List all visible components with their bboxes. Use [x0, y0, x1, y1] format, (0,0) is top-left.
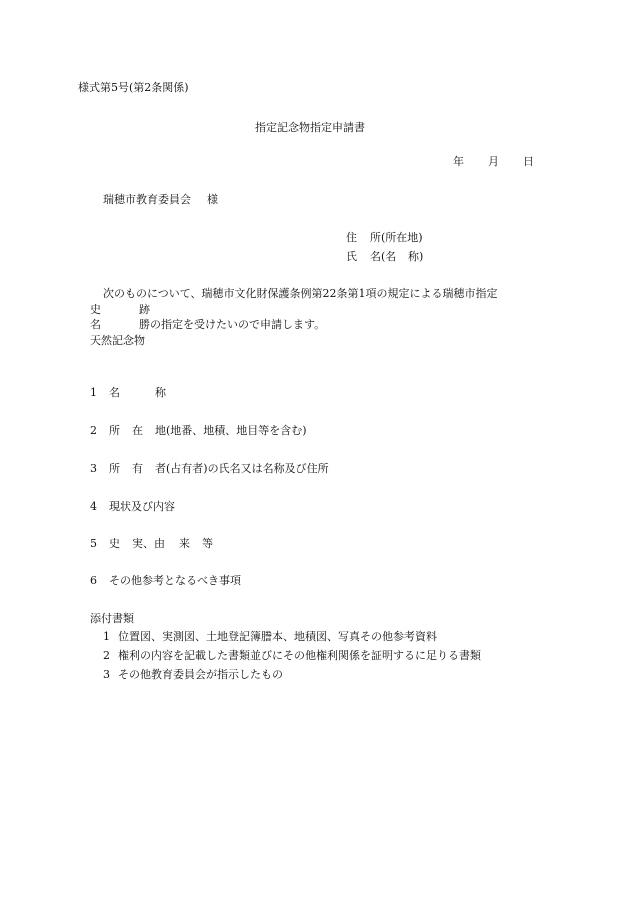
- attachments-heading: 添付書類: [90, 612, 134, 625]
- item-3-part-1: 所: [109, 462, 120, 475]
- name-label-c: 称): [408, 250, 424, 263]
- item-4-part-1: 現状及び内容: [109, 500, 175, 513]
- item-2-part-2: 在: [132, 424, 143, 437]
- attachment-1-text: 位置図、実測図、土地登記簿謄本、地積図、写真その他参考資料: [118, 630, 437, 643]
- item-1-num: 1: [90, 386, 97, 399]
- item-5-num: 5: [90, 537, 97, 550]
- page-title: 指定記念物指定申請書: [255, 121, 365, 134]
- attachment-3-num: 3: [103, 668, 110, 681]
- item-1-part-2: 称: [155, 386, 166, 399]
- item-2-part-3: 地(地番、地積、地目等を含む): [155, 424, 307, 437]
- address-label-a: 住: [346, 231, 357, 244]
- attachment-2-num: 2: [103, 649, 110, 662]
- name-label-a: 氏: [346, 250, 357, 263]
- item-4-num: 4: [90, 500, 97, 513]
- date-year: 年: [453, 155, 464, 168]
- attachment-3-text: その他教育委員会が指示したもの: [118, 668, 283, 681]
- form-number: 様式第5号(第2条関係): [78, 81, 189, 94]
- item-6-part-1: その他参考となるべき事項: [109, 574, 241, 587]
- date-day: 日: [523, 155, 534, 168]
- item-3-part-3: 者(占有者)の氏名又は名称及び住所: [155, 462, 329, 475]
- item-3-part-2: 有: [132, 462, 143, 475]
- item-6-num: 6: [90, 574, 97, 587]
- type-3: 天然記念物: [90, 334, 145, 347]
- item-1-part-1: 名: [109, 386, 120, 399]
- attachment-1-num: 1: [103, 630, 110, 643]
- item-2-part-1: 所: [109, 424, 120, 437]
- item-5-part-1: 史: [109, 537, 120, 550]
- addressee-name: 瑞穂市教育委員会: [103, 193, 191, 206]
- item-2-num: 2: [90, 424, 97, 437]
- item-5-part-3: 来: [179, 537, 190, 550]
- type-1-b: 跡: [139, 303, 150, 316]
- type-1-a: 史: [90, 303, 101, 316]
- item-5-part-2: 実、由: [132, 537, 165, 550]
- name-label-b: 名(名: [370, 250, 397, 263]
- body-line-1: 次のものについて、瑞穂市文化財保護条例第22条第1項の規定による瑞穂市指定: [103, 287, 498, 300]
- item-5-part-4: 等: [202, 537, 213, 550]
- attachment-2-text: 権利の内容を記載した書類並びにその他権利関係を証明するに足りる書類: [118, 649, 481, 662]
- type-2-b: 勝の指定を受けたいので申請します。: [139, 318, 326, 331]
- addressee-honorific: 様: [207, 193, 218, 206]
- type-2-a: 名: [90, 318, 101, 331]
- item-3-num: 3: [90, 462, 97, 475]
- address-label-b: 所(所在地): [370, 231, 423, 244]
- date-month: 月: [488, 155, 499, 168]
